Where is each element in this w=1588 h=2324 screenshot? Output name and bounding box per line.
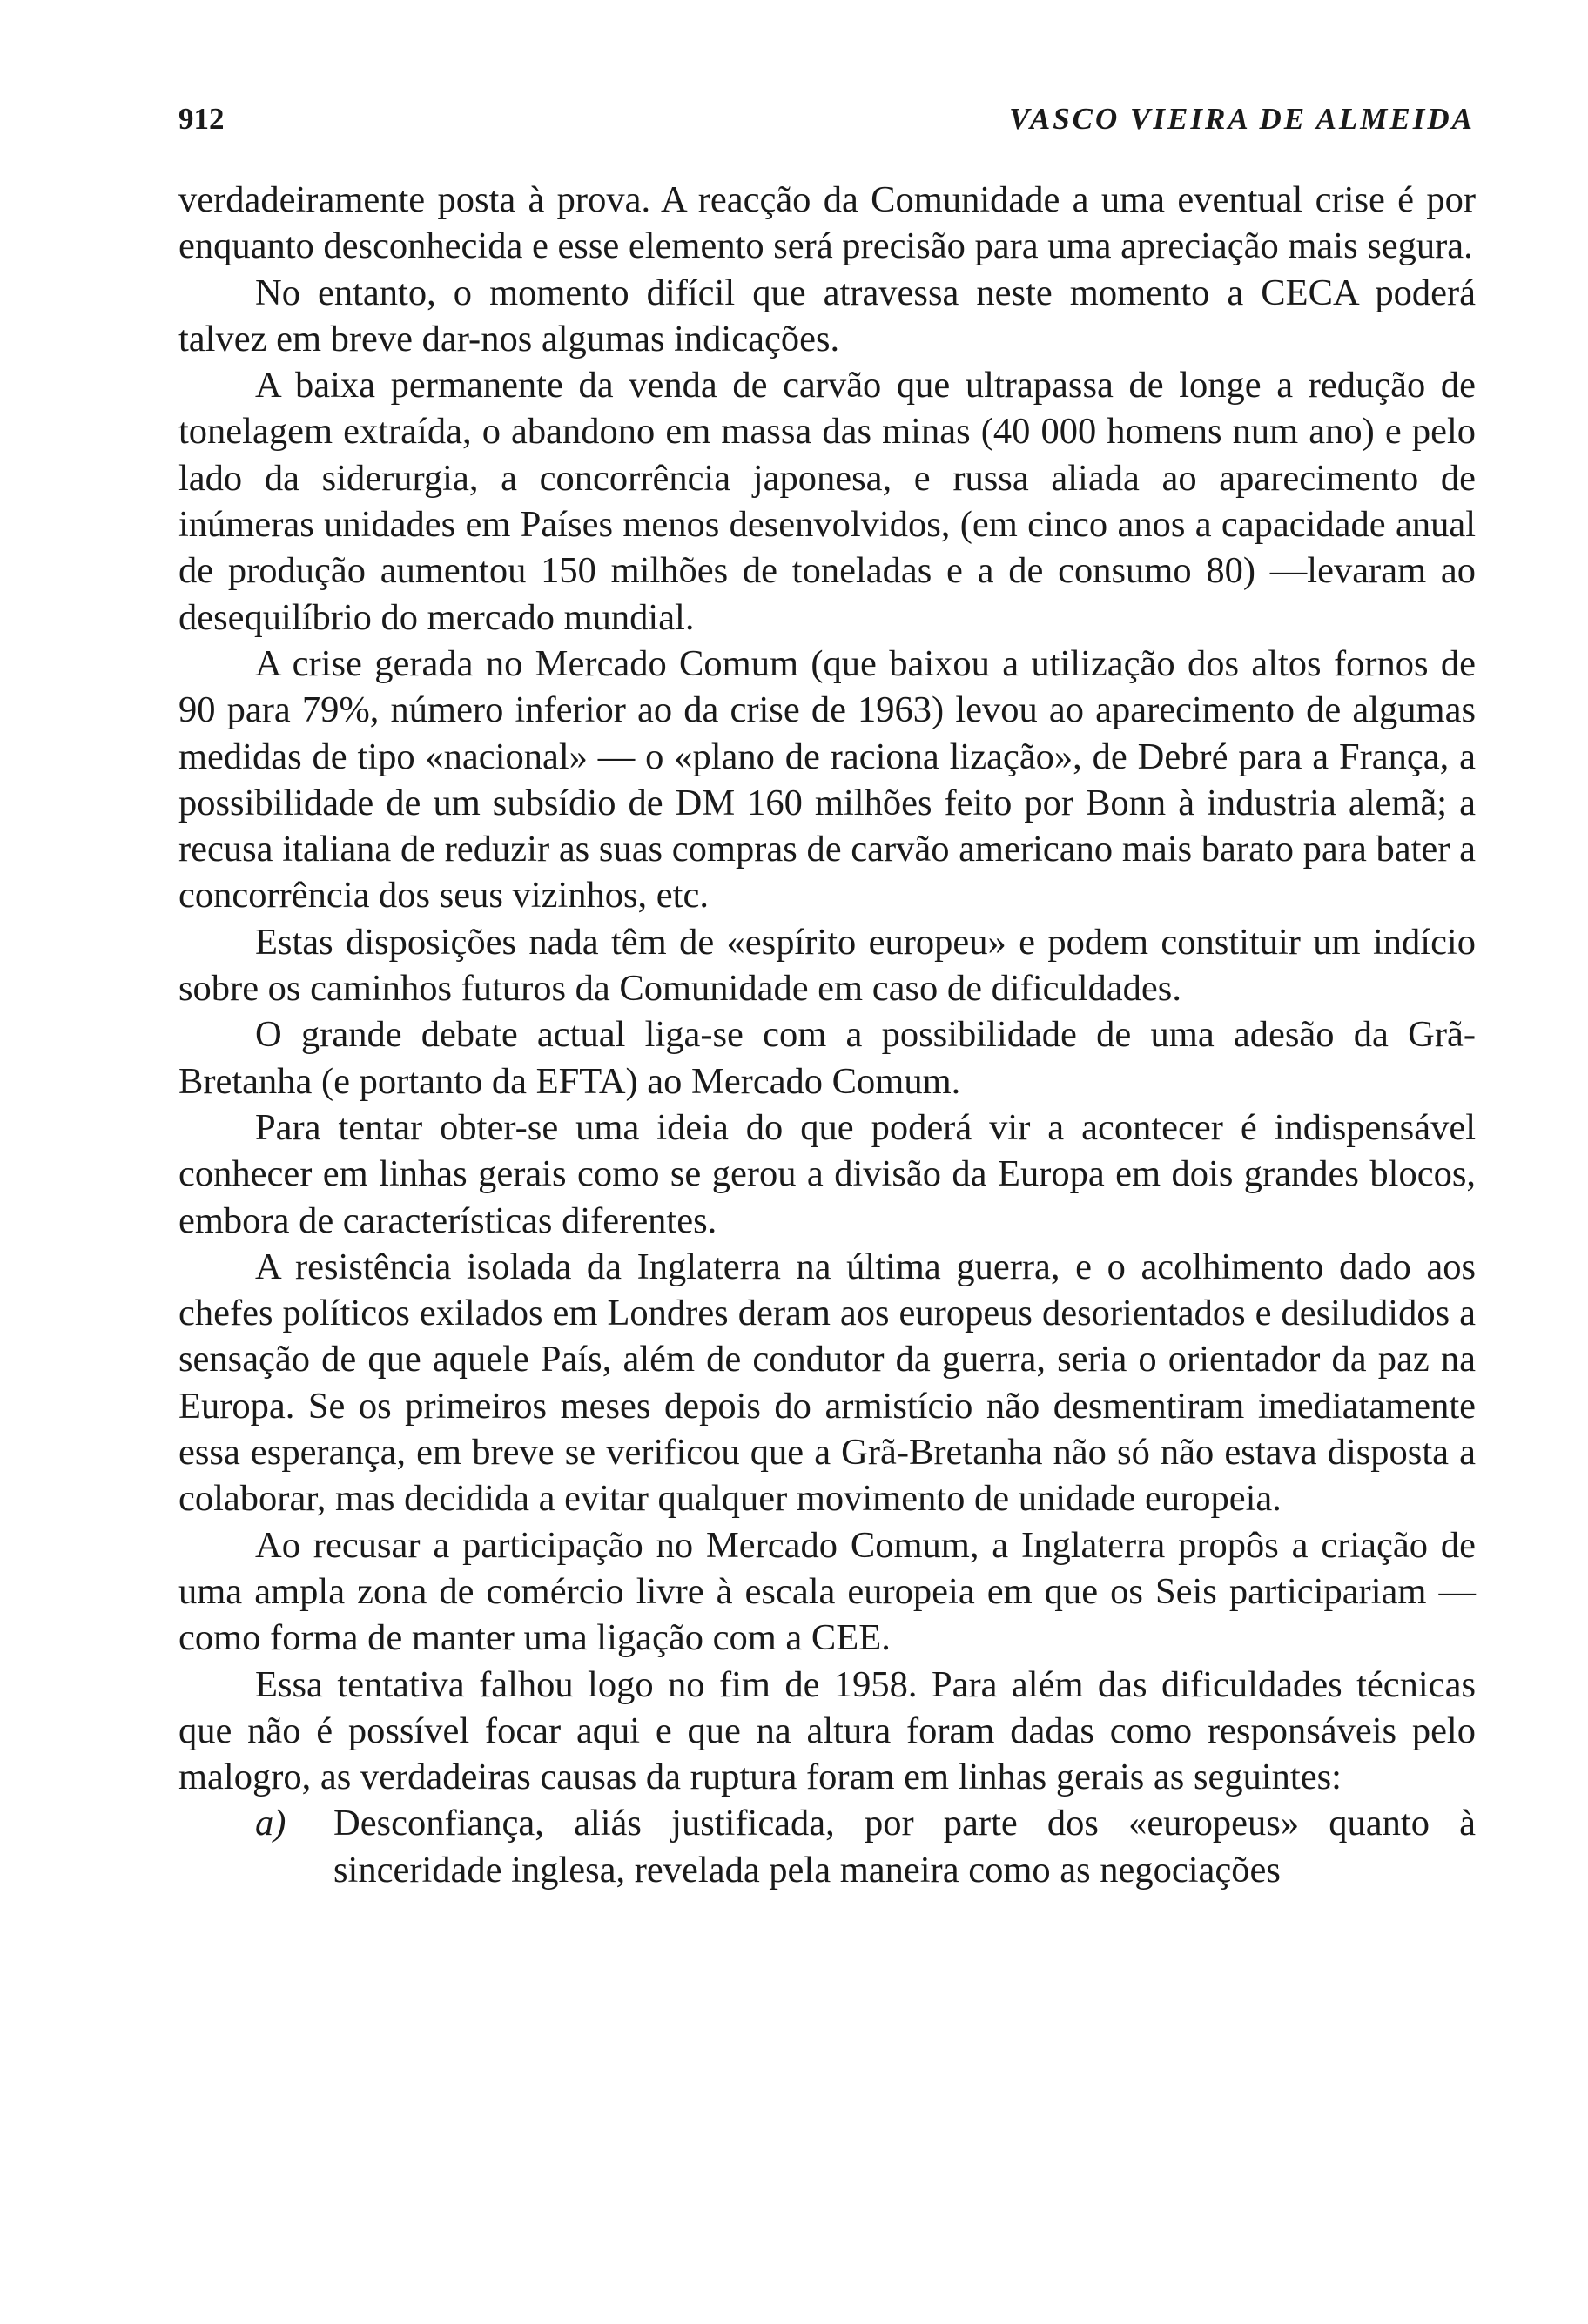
list-item — [178, 1800, 1476, 1893]
running-title: VASCO VIEIRA DE ALMEIDA — [1009, 102, 1475, 136]
paragraph: Para tentar obter-se uma ideia do que poderá vir a acontecer é indispensável conhecer em linhas gerais como se gerou a divisão da Europa em dois grandes blocos, embora de características diferentes. — [178, 1106, 1476, 1241]
paragraph: O grande debate actual liga-se com a possibilidade de uma adesão da Grã-Bretanha (e portanto da EFTA) ao Mercado Comum. — [178, 1014, 1476, 1102]
body-text — [178, 177, 1476, 1893]
running-head — [178, 97, 1475, 141]
paragraph-continued: verdadeiramente posta à prova. A reacção da Comunidade a uma eventual crise é por enquanto desconhecida e esse elemento será precisão para uma apreciação mais segura. — [178, 179, 1476, 267]
paragraph: Ao recusar a participação no Mercado Comum, a Inglaterra propôs a criação de uma ampla zona de comércio livre à escala europeia em que os Seis participariam — como forma de manter uma ligação com a CEE. — [178, 1524, 1476, 1659]
paragraph: Estas disposições nada têm de «espírito europeu» e podem constituir um indício sobre os caminhos futuros da Comunidade em caso de dificuldades. — [178, 921, 1476, 1010]
paragraph: A crise gerada no Mercado Comum (que baixou a utilização dos altos fornos de 90 para 79%, número inferior ao da crise de 1963) levou ao aparecimento de algumas medidas de tipo «nacional» — o «plano de raciona lização», de Debré para a França, a possibilidade de um subsídio de DM 160 milhões feito por Bonn à industria alemã; a recusa italiana de reduzir as suas compras de carvão americano mais barato para bater a concorrência dos seus vizinhos, etc. — [178, 642, 1476, 917]
paragraph: A resistência isolada da Inglaterra na última guerra, e o acolhimento dado aos chefes políticos exilados em Londres deram aos europeus desorientados e desiludidos a sensação de que aquele País, além de condutor da guerra, seria o orientador da paz na Europa. Se os primeiros meses depois do armistício não desmentiram imediatamente essa esperança, em breve se verificou que a Grã-Bretanha não só não estava disposta a colaborar, mas decidida a evitar qualquer movimento de unidade europeia. — [178, 1246, 1476, 1520]
list-item-text: Desconfiança, aliás justificada, por parte dos «europeus» quanto à sinceridade inglesa, revelada pela maneira como as negociações — [333, 1803, 1476, 1891]
paragraph: Essa tentativa falhou logo no fim de 1958. Para além das dificuldades técnicas que não é possível focar aqui e que na altura foram dadas como responsáveis pelo malogro, as verdadeiras causas da ruptura foram em linhas gerais as seguintes: — [178, 1663, 1476, 1798]
list-marker: a) — [255, 1803, 286, 1844]
paragraph: A baixa permanente da venda de carvão que ultrapassa de longe a redução de tonelagem extraída, o abandono em massa das minas (40 000 homens num ano) e pelo lado da siderurgia, a concorrência japonesa, e russa aliada ao aparecimento de inúmeras unidades em Países menos desenvolvidos, (em cinco anos a capacidade anual de produção aumentou 150 milhões de toneladas e a de consumo 80) —levaram ao desequilíbrio do mercado mundial. — [178, 365, 1476, 638]
paragraph: No entanto, o momento difícil que atravessa neste momento a CECA poderá talvez em breve dar-nos algumas indicações. — [178, 272, 1476, 359]
page-number: 912 — [178, 102, 225, 136]
